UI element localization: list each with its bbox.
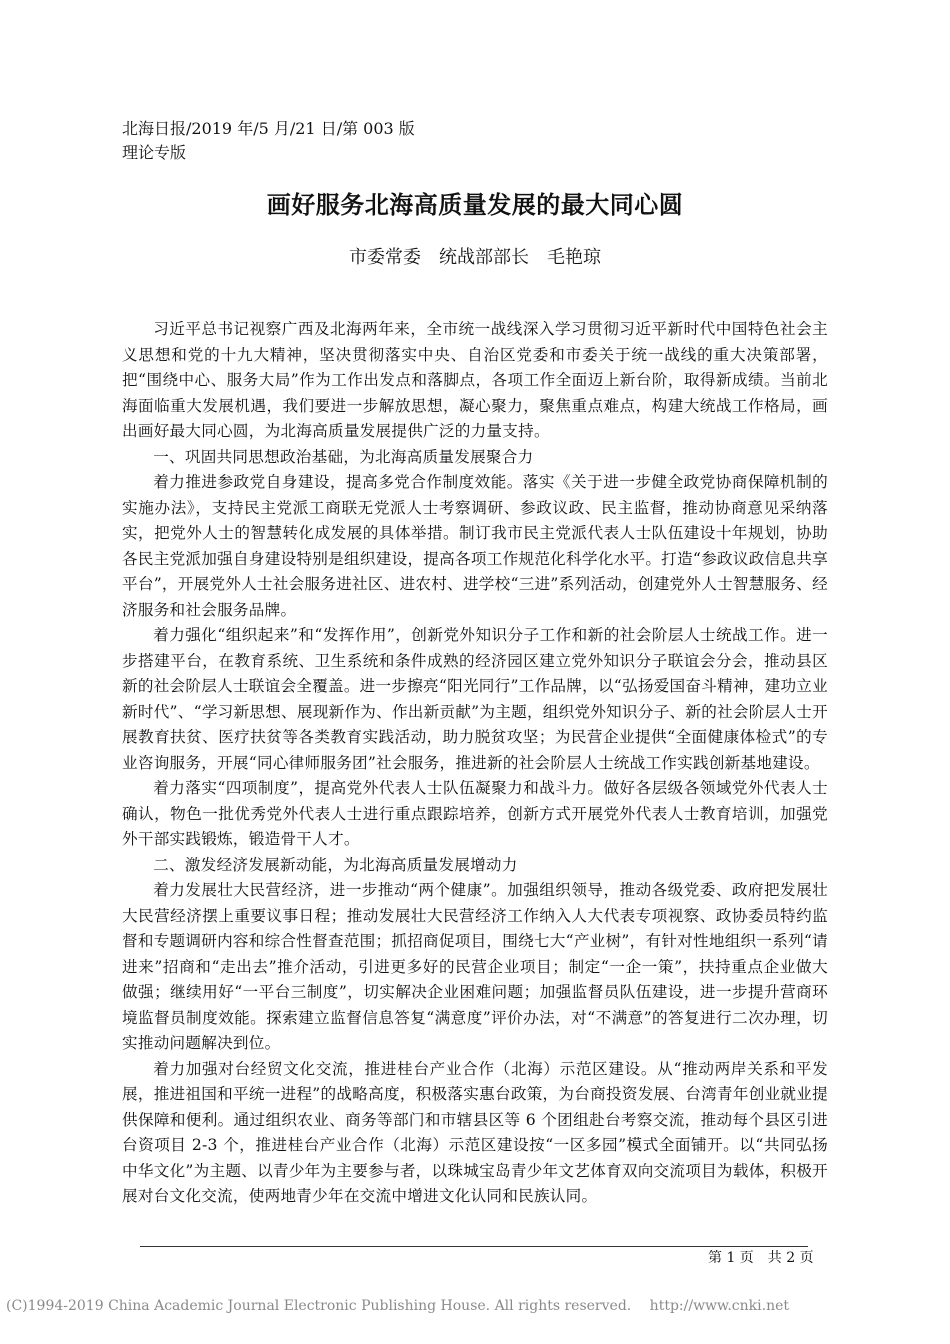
body-paragraph: 着力加强对台经贸文化交流，推进桂台产业合作（北海）示范区建设。从“推动两岸关系和平发展，推进祖国和平统一进程”的战略高度，积极落实惠台政策，为台商投资发展、台湾青年创业就业提供保障和便利。通过组织农业、商务等部门和市辖县区等 6 个团组赴台考察交流，推动每个县区引进台资项目 2-3 个，推进桂台产业合作（北海）示范区建设按“一区多园”模式全面铺开。以“共同弘扬中华文化”为主题、以青少年为主要参与者，以珠城宝岛青少年文艺体育双向交流项目为载体，积极开展对台文化交流，使两地青少年在交流中增进文化认同和民族认同。 <box>122 1059 828 1205</box>
body-paragraph: 着力发展壮大民营经济，进一步推动“两个健康”。加强组织领导，推动各级党委、政府把发展壮大民营经济摆上重要议事日程；推动发展壮大民营经济工作纳入人大代表专项视察、政协委员特约监督和专题调研内容和综合性督查范围；抓招商促项目，围绕七大“产业树”，有针对性地组织一系列“请进来”招商和“走出去”推介活动，引进更多好的民营企业项目；制定“一企一策”，扶持重点企业做大做强；继续用好“一平台三制度”，切实解决企业困难问题；加强监督员队伍建设，进一步提升营商环境监督员制度效能。探索建立监督信息答复“满意度”评价办法，对“不满意”的答复进行二次办理，切实推动问题解决到位。 <box>122 881 828 1052</box>
article-body <box>122 317 828 1210</box>
article-byline: 市委常委 统战部部长 毛艳琼 <box>349 247 601 268</box>
body-paragraph: 着力落实“四项制度”，提高党外代表人士队伍凝聚力和战斗力。做好各层级各领域党外代表人士确认，物色一批优秀党外代表人士进行重点跟踪培养，创新方式开展党外代表人士教育培训，加强党外干部实践锻炼，锻造骨干人才。 <box>122 779 828 848</box>
copyright-watermark: (C)1994-2019 China Academic Journal Electronic Publishing House. All rights reserved. http://www.cnki.net <box>6 1298 790 1314</box>
article-title: 画好服务北海高质量发展的最大同心圆 <box>266 191 684 219</box>
body-paragraph: 着力推进参政党自身建设，提高多党合作制度效能。落实《关于进一步健全政党协商保障机制的实施办法》，支持民主党派工商联无党派人士考察调研、参政议政、民主监督，推动协商意见采纳落实，把党外人士的智慧转化成发展的具体举措。制订我市民主党派代表人士队伍建设十年规划，协助各民主党派加强自身建设特别是组织建设，提高各项工作规范化科学化水平。打造“参政议政信息共享平台”，开展党外人士社会服务进社区、进农村、进学校“三进”系列活动，创建党外人士智慧服务、经济服务和社会服务品牌。 <box>122 473 828 619</box>
footer-divider <box>140 1246 808 1247</box>
publication-source: 北海日报/2019 年/5 月/21 日/第 003 版 <box>122 119 415 138</box>
publication-header <box>122 117 415 165</box>
body-paragraph: 着力强化“组织起来”和“发挥作用”，创新党外知识分子工作和新的社会阶层人士统战工作。进一步搭建平台，在教育系统、卫生系统和条件成熟的经济园区建立党外知识分子联谊会分会，推动县区新的社会阶层人士联谊会全覆盖。进一步擦亮“阳光同行”工作品牌，以“弘扬爱国奋斗精神，建功立业新时代”、“学习新思想、展现新作为、作出新贡献”为主题，组织党外知识分子、新的社会阶层人士开展教育扶贫、医疗扶贫等各类教育实践活动，助力脱贫攻坚；为民营企业提供“全面健康体检式”的专业咨询服务，开展“同心律师服务团”社会服务，推进新的社会阶层人士统战工作实践创新基地建设。 <box>122 626 828 772</box>
section-heading-1: 一、巩固共同思想政治基础，为北海高质量发展聚合力 <box>153 447 534 466</box>
section-heading-2: 二、激发经济发展新动能，为北海高质量发展增动力 <box>153 855 518 874</box>
page-number: 第 1 页 共 2 页 <box>708 1250 814 1266</box>
publication-section: 理论专版 <box>122 143 187 162</box>
intro-paragraph: 习近平总书记视察广西及北海两年来，全市统一战线深入学习贯彻习近平新时代中国特色社会主义思想和党的十九大精神，坚决贯彻落实中央、自治区党委和市委关于统一战线的重大决策部署，把“围绕中心、服务大局”作为工作出发点和落脚点，各项工作全面迈上新台阶，取得新成绩。当前北海面临重大发展机遇，我们要进一步解放思想，凝心聚力，聚焦重点难点，构建大统战工作格局，画出画好最大同心圆，为北海高质量发展提供广泛的力量支持。 <box>122 320 828 440</box>
